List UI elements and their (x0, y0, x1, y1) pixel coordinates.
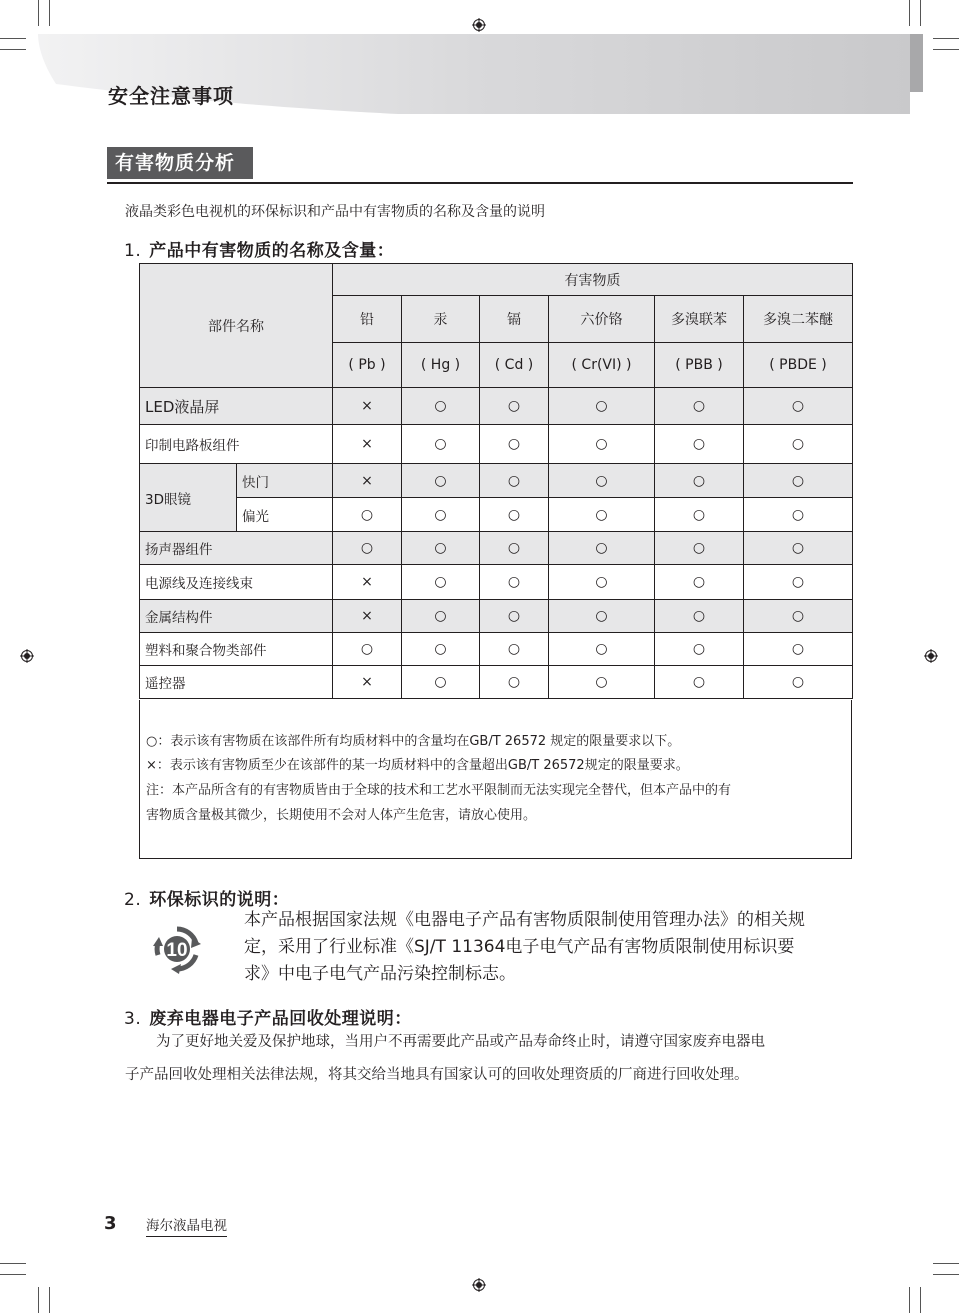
table-cell: × (333, 666, 402, 699)
part3-title: 废弃电器电子产品回收处理说明： (149, 1009, 412, 1029)
component-header: 部件名称 (140, 264, 333, 388)
part-name: 扬声器组件 (140, 532, 333, 565)
table-cell: ○ (744, 464, 853, 498)
table-cell: ○ (655, 464, 744, 498)
table-row (140, 600, 853, 633)
part2-line: 本产品根据国家法规《电器电子产品有害物质限制使用管理办法》的相关规 (244, 910, 805, 930)
crop-mark (933, 38, 959, 39)
registration-mark-icon (472, 18, 486, 32)
part-name: 印制电路板组件 (140, 425, 333, 464)
substance-symbol: ( Hg ) (402, 343, 480, 388)
part-name: 塑料和聚合物类部件 (140, 633, 333, 666)
crop-mark (909, 1287, 910, 1313)
note-line: 注：本产品所含有的有害物质皆由于全球的技术和工艺水平限制而无法实现完全替代，但本产品中的有 (146, 783, 732, 798)
page-title: 安全注意事项 (108, 84, 234, 108)
table-cell: ○ (655, 633, 744, 666)
table-cell: ○ (549, 666, 655, 699)
substance-group-header: 有害物质 (333, 264, 853, 296)
registration-mark-icon (924, 649, 938, 663)
sub-part-name: 偏光 (237, 498, 333, 532)
table-cell: ○ (333, 498, 402, 532)
part1-heading (124, 236, 394, 261)
footer-brand: 海尔液晶电视 (146, 1214, 227, 1237)
crop-mark (920, 0, 921, 26)
table-cell: ○ (744, 532, 853, 565)
table-cell: × (333, 388, 402, 425)
table-cell: ○ (402, 666, 480, 699)
table-cell: ○ (480, 532, 549, 565)
section-divider (107, 182, 853, 184)
crop-mark (38, 1287, 39, 1313)
table-cell: ○ (744, 600, 853, 633)
sub-part-name: 快门 (237, 464, 333, 498)
table-cell: × (333, 565, 402, 600)
table-cell: ○ (402, 388, 480, 425)
part-name: 电源线及连接线束 (140, 565, 333, 600)
table-cell: ○ (549, 388, 655, 425)
crop-mark (920, 1287, 921, 1313)
table-cell: ○ (744, 388, 853, 425)
table-row (140, 532, 853, 565)
note-line: ×：表示该有害物质至少在该部件的某一均质材料中的含量超出GB/T 26572规定的限量要求。 (146, 758, 689, 773)
table-cell: ○ (549, 464, 655, 498)
table-cell: ○ (549, 532, 655, 565)
crop-mark (933, 1274, 959, 1275)
registration-mark-icon (472, 1278, 486, 1292)
table-notes (139, 700, 852, 859)
table-cell: ○ (402, 565, 480, 600)
part2-line: 定，采用了行业标准《SJ/T 11364电子电气产品有害物质限制使用标识要 (244, 937, 795, 957)
crop-mark (0, 49, 26, 50)
crop-mark (38, 0, 39, 26)
table-cell: ○ (480, 565, 549, 600)
crop-mark (0, 1274, 26, 1275)
table-cell: ○ (402, 498, 480, 532)
table-cell: ○ (655, 425, 744, 464)
table-cell: ○ (480, 633, 549, 666)
section-title: 有害物质分析 (107, 147, 253, 179)
part2-title: 环保标识的说明： (149, 890, 290, 910)
table-cell: ○ (549, 565, 655, 600)
part3-line: 子产品回收处理相关法律法规，将其交给当地具有国家认可的回收处理资质的厂商进行回收处理。 (125, 1067, 749, 1083)
hazardous-substance-table (139, 263, 853, 699)
table-cell: ○ (402, 633, 480, 666)
note-line: ○：表示该有害物质在该部件所有均质材料中的含量均在GB/T 26572 规定的限量要求以下。 (146, 734, 681, 749)
substance-symbol: ( Pb ) (333, 343, 402, 388)
table-cell: ○ (744, 633, 853, 666)
page-number: 3 (104, 1213, 117, 1234)
table-cell: ○ (655, 565, 744, 600)
table-cell: ○ (549, 633, 655, 666)
part2-number: 2. (124, 890, 142, 910)
crop-mark (0, 38, 26, 39)
table-row (140, 565, 853, 600)
table-cell: ○ (744, 666, 853, 699)
table-cell: ○ (549, 600, 655, 633)
part-name: 金属结构件 (140, 600, 333, 633)
substance-name: 铅 (333, 296, 402, 343)
table-cell: ○ (655, 600, 744, 633)
table-cell: × (333, 425, 402, 464)
table-row (140, 388, 853, 425)
table-cell: ○ (655, 666, 744, 699)
table-cell: ○ (549, 425, 655, 464)
table-cell: ○ (744, 425, 853, 464)
part2-line: 求》中电子电气产品污染控制标志。 (244, 964, 516, 984)
part-name: LED液晶屏 (140, 388, 333, 425)
logo-number: 10 (166, 940, 188, 961)
table-cell: ○ (402, 600, 480, 633)
table-cell: ○ (480, 666, 549, 699)
registration-mark-icon (20, 649, 34, 663)
table-cell: ○ (402, 532, 480, 565)
table-cell: ○ (549, 498, 655, 532)
part-name: 3D眼镜 (140, 464, 237, 532)
substance-name: 六价铬 (549, 296, 655, 343)
table-row (140, 498, 853, 532)
table-cell: ○ (655, 498, 744, 532)
substance-name: 多溴二苯醚 (744, 296, 853, 343)
part1-title: 产品中有害物质的名称及含量： (149, 241, 395, 261)
substance-name: 多溴联苯 (655, 296, 744, 343)
part3-line: 为了更好地关爱及保护地球，当用户不再需要此产品或产品寿命终止时，请遵守国家废弃电器电 (156, 1034, 765, 1050)
table-row (140, 666, 853, 699)
table-cell: × (333, 464, 402, 498)
table-cell: ○ (402, 464, 480, 498)
note-line: 害物质含量极其微少，长期使用不会对人体产生危害，请放心使用。 (146, 808, 537, 823)
part3-number: 3. (124, 1009, 142, 1029)
substance-symbol: ( PBB ) (655, 343, 744, 388)
table-cell: ○ (480, 425, 549, 464)
part-name: 遥控器 (140, 666, 333, 699)
table-cell: ○ (744, 498, 853, 532)
substance-symbol: ( Cr(VI) ) (549, 343, 655, 388)
crop-mark (933, 49, 959, 50)
substance-symbol: ( Cd ) (480, 343, 549, 388)
table-row (140, 425, 853, 464)
crop-mark (933, 1263, 959, 1264)
table-cell: ○ (333, 633, 402, 666)
crop-mark (0, 1263, 26, 1264)
table-cell: ○ (744, 565, 853, 600)
table-cell: × (333, 600, 402, 633)
substance-symbol: ( PBDE ) (744, 343, 853, 388)
table-cell: ○ (480, 498, 549, 532)
environmental-protection-logo (151, 924, 203, 974)
table-row (140, 633, 853, 666)
crop-mark (49, 1287, 50, 1313)
table-cell: ○ (655, 532, 744, 565)
table-cell: ○ (480, 600, 549, 633)
substance-name: 镉 (480, 296, 549, 343)
table-row (140, 464, 853, 498)
table-cell: ○ (655, 388, 744, 425)
table-cell: ○ (480, 388, 549, 425)
crop-mark (49, 0, 50, 26)
part1-number: 1. (124, 241, 142, 261)
crop-mark (909, 0, 910, 26)
part3-heading (124, 1004, 412, 1029)
section-intro: 液晶类彩色电视机的环保标识和产品中有害物质的名称及含量的说明 (125, 204, 545, 220)
substance-name: 汞 (402, 296, 480, 343)
table-cell: ○ (333, 532, 402, 565)
table-cell: ○ (402, 425, 480, 464)
table-cell: ○ (480, 464, 549, 498)
